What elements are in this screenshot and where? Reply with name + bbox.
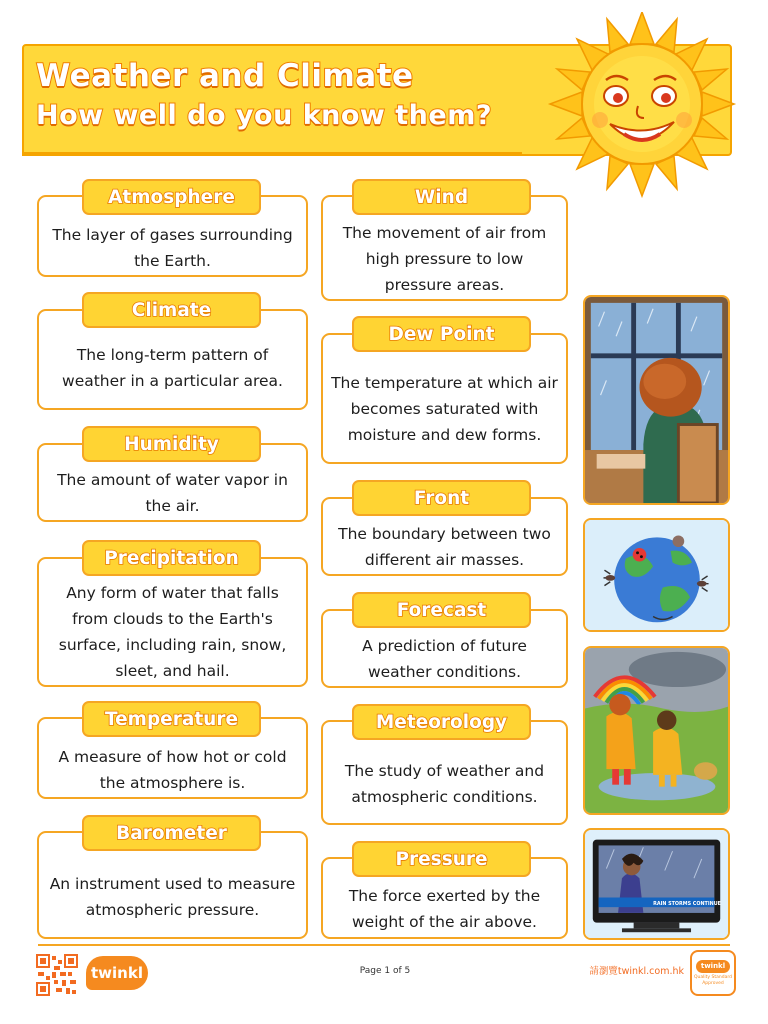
definition-barometer: An instrument used to measure atmospheric pressure. (49, 875, 296, 919)
term-label-precipitation (82, 540, 261, 576)
sun-illustration (528, 12, 756, 202)
term-pressure: Pressure (395, 848, 488, 870)
definition-atmosphere: The layer of gases surrounding the Earth. (52, 226, 293, 270)
term-dew-point: Dew Point (388, 323, 495, 345)
term-front: Front (413, 487, 470, 509)
term-label-barometer (82, 815, 261, 851)
term-label-climate (82, 292, 261, 328)
twinkl-logo-text: twinkl (91, 964, 143, 982)
definition-pressure: The force exerted by the weight of the air above. (348, 887, 541, 931)
definition-temperature: A measure of how hot or cold the atmosphere is. (58, 748, 287, 792)
term-label-temperature (82, 701, 261, 737)
website-link[interactable]: 請瀏覽twinkl.com.hk (589, 966, 684, 977)
term-label-front (352, 480, 531, 516)
definition-humidity: The amount of water vapor in the air. (57, 470, 288, 515)
earth-bugs-illustration (583, 518, 730, 632)
term-label-pressure (352, 841, 531, 877)
term-card-precipitation (37, 557, 308, 687)
term-forecast: Forecast (396, 599, 487, 621)
term-precipitation: Precipitation (104, 547, 239, 569)
term-humidity: Humidity (124, 433, 219, 455)
term-label-dew-point (352, 316, 531, 352)
definition-precipitation: Any form of water that falls from clouds to the Earth's surface, including rain, snow, sleet, and hail. (58, 584, 287, 680)
tv-banner-text: RAIN STORMS CONTINUE (653, 902, 721, 908)
term-label-wind (352, 179, 531, 215)
definition-front: The boundary between two different air masses. (338, 524, 551, 569)
term-meteorology: Meteorology (375, 711, 508, 733)
page-number: Page 1 of 5 (359, 966, 411, 976)
badge-text: Quality Standard Approved (694, 974, 732, 986)
quality-badge (690, 950, 736, 996)
tv-weather-report-illustration (583, 828, 730, 940)
footer-divider (38, 944, 730, 946)
definition-forecast: A prediction of future weather conditions. (362, 636, 527, 681)
page-subtitle: How well do you know them? (36, 100, 493, 131)
term-barometer: Barometer (116, 822, 227, 844)
term-wind: Wind (414, 186, 469, 208)
rainy-window-illustration (583, 295, 730, 505)
page-title: Weather and Climate (36, 58, 414, 94)
term-label-forecast (352, 592, 531, 628)
term-label-atmosphere (82, 179, 261, 215)
twinkl-logo[interactable] (86, 956, 148, 990)
rainbow-puddle-illustration (583, 646, 730, 815)
definition-wind: The movement of air from high pressure to low pressure areas. (342, 224, 547, 294)
term-card-dew-point (321, 333, 568, 464)
definition-dew-point: The temperature at which air becomes saturated with moisture and dew forms. (331, 373, 558, 444)
qr-code-icon[interactable] (36, 954, 78, 996)
banner-edge (22, 152, 522, 156)
term-label-meteorology (352, 704, 531, 740)
definition-climate: The long-term pattern of weather in a particular area. (62, 345, 283, 390)
definition-meteorology: The study of weather and atmospheric conditions. (344, 761, 545, 806)
term-temperature: Temperature (104, 708, 239, 730)
term-label-humidity (82, 426, 261, 462)
term-climate: Climate (131, 299, 212, 321)
term-atmosphere: Atmosphere (108, 186, 235, 208)
badge-logo: twinkl (696, 960, 730, 973)
